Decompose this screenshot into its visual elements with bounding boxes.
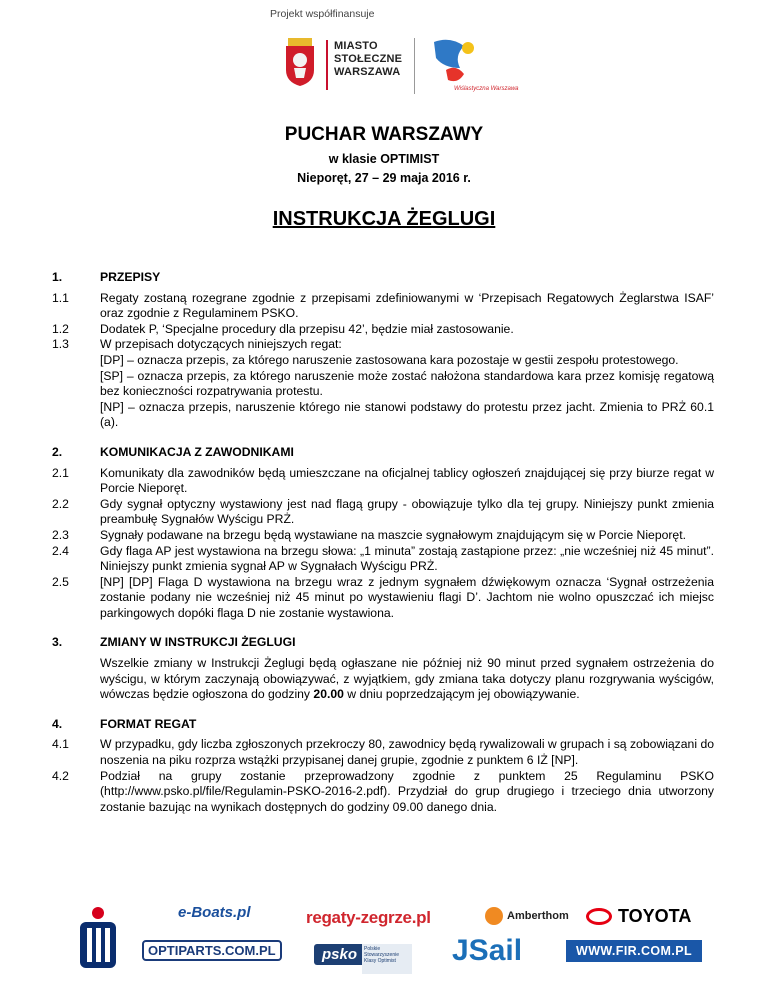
paragraph-text: w dniu poprzedzającym jej obowiązywanie. (343, 687, 580, 702)
amberthom-sun-icon (485, 907, 503, 925)
event-class: w klasie OPTIMIST (328, 152, 440, 166)
psko-logo-subtitle: Polskie Stowarzyszenie Klasy Optimist (362, 944, 412, 974)
clause (52, 497, 714, 528)
clause (52, 528, 714, 544)
clause-text: [DP] – oznacza przepis, za którego naruszenie zastosowana kara pozostaje w gestii zespołu protestowego. (100, 352, 679, 367)
clause-number: 2.2 (52, 496, 69, 511)
psko-logo: psko (314, 944, 365, 965)
clause (52, 737, 714, 768)
clause-number: 2.3 (52, 527, 69, 542)
section-body (52, 291, 714, 431)
toyota-name: TOYOTA (618, 906, 692, 926)
pko-logo-icon (78, 906, 118, 970)
section-heading (52, 270, 714, 286)
clause-text: [NP] – oznacza przepis, naruszenie którego nie stanowi podstawy do protestu przez jacht. Zmienia to PRŻ 60.1 (a). (100, 399, 714, 430)
warsaw-crest-icon (282, 36, 318, 88)
optiparts-logo: OPTIPARTS.COM.PL (142, 940, 282, 961)
eboats-logo: e-Boats.pl (178, 904, 251, 921)
clause-text: [NP] [DP] Flaga D wystawiona na brzegu wraz z jednym sygnałem dźwiękowym oznacza ‘Sygnał ostrzeżenia zostanie podany nie wcześniej niż 45 minut po wystawieniu flagi D’. Jachtom nie wolno opuszczać ich miejsc parkingowych dopóki flaga D nie zostanie wystawiona. (100, 574, 714, 620)
section-paragraph (100, 656, 714, 703)
clause-text: Sygnały podawane na brzegu będą wystawiane na maszcie sygnałowym znajdującym się w Porcie Nieporęt. (100, 527, 686, 542)
clause-number: 4.1 (52, 737, 69, 752)
clause-number (52, 369, 100, 400)
section-title: ZMIANY W INSTRUKCJI ŻEGLUGI (100, 635, 296, 650)
section-heading (52, 635, 714, 651)
clause-text: W przepisach dotyczących niniejszych regat: (100, 337, 342, 352)
section-number: 1. (52, 270, 63, 284)
section-heading (52, 717, 714, 733)
section-body (52, 737, 714, 815)
section-title: KOMUNIKACJA Z ZAWODNIKAMI (100, 444, 294, 459)
section-number: 2. (52, 444, 63, 459)
clause (52, 400, 714, 431)
clause-number (52, 400, 100, 431)
event-date: Nieporęt, 27 – 29 maja 2016 r. (297, 171, 471, 185)
clause-number: 2.5 (52, 574, 69, 589)
section-number: 4. (52, 716, 63, 731)
clause (52, 337, 714, 353)
clause (52, 291, 714, 322)
document-title: INSTRUKCJA ŻEGLUGI (272, 208, 496, 230)
clause (52, 353, 714, 369)
city-name-line-1: MIASTO (334, 40, 378, 52)
section-body (52, 466, 714, 622)
clause (52, 466, 714, 497)
logo-separator (414, 38, 415, 94)
city-name-line-3: WARSZAWA (334, 66, 401, 78)
clause-number (52, 353, 100, 369)
event-title: PUCHAR WARSZAWY (284, 124, 484, 145)
clause (52, 769, 714, 816)
amberthom-name: Amberthom (507, 910, 569, 922)
clause-text: W przypadku, gdy liczba zgłoszonych przekroczy 80, zawodnicy będą rywalizowali w grupach i są zobowiązani do noszenia na piku rozprza wstążki przypisanej danej grupie, zgodnie z punktem 6 IŻ [NP]. (100, 737, 714, 768)
warsaw-city-logo (282, 36, 402, 96)
section-heading (52, 445, 714, 461)
city-name-line-2: STOŁECZNE (334, 53, 403, 65)
toyota-emblem-icon (586, 908, 612, 925)
section-number: 3. (52, 635, 63, 650)
clause (52, 369, 714, 400)
clause-text: [SP] – oznacza przepis, za którego naruszenie może zostać nałożona standardowa kara przez komisję regatową bez konieczności rozpatrywania protestu. (100, 368, 714, 399)
clause-number: 1.3 (52, 337, 69, 352)
regaty-zegrze-logo: regaty-zegrze.pl (306, 908, 431, 927)
clause-text: Gdy flaga AP jest wystawiona na brzegu słowa: „1 minuta” zostają zastąpione przez: „nie wcześniej niż 45 minut”. Niniejszy punkt zmienia sygnał AP w Sygnałach Wyścigu PRŻ. (100, 543, 714, 574)
section-title: PRZEPISY (100, 270, 161, 284)
city-logo-divider (326, 40, 328, 90)
document-body (52, 270, 714, 815)
clause-number: 1.1 (52, 290, 69, 305)
city-name (334, 40, 402, 79)
jsail-logo: JSail (452, 934, 523, 967)
clause-text: Regaty zostaną rozegrane zgodnie z przepisami zdefiniowanymi w ‘Przepisach Regatowych Żeglarstwa ISAF’ oraz zgodnie z Regulaminem PSKO. (100, 290, 714, 321)
clause (52, 322, 714, 338)
clause-number: 2.4 (52, 543, 69, 558)
deadline-time: 20.00 (313, 687, 344, 702)
clause (52, 544, 714, 575)
campaign-logo-text: Wiślastyczna Warszawa (454, 86, 519, 92)
clause-text: Podział na grupy zostanie przeprowadzony zgodnie z punktem 25 Regulaminu PSKO (http://www.psko.pl/file/Regulamin-PSKO-2016-2.pdf). Przydział do grup drugiego i trzeciego dnia utworzony zostanie bazując na wynikach dostępnych do godziny 09.00 danego dnia. (100, 768, 714, 814)
toyota-logo (586, 906, 691, 927)
cofinance-label: Projekt współfinansuje (270, 8, 375, 20)
clause (52, 575, 714, 622)
clause-text: Gdy sygnał optyczny wystawiony jest nad flagą grupy - obowiązuje tylko dla tej grupy. Niniejszy punkt zmienia preambułę Sygnałów Wyścigu PRŻ. (100, 496, 714, 527)
city-campaign-logo (424, 34, 519, 96)
clause-number: 4.2 (52, 768, 69, 783)
clause-number: 1.2 (52, 321, 69, 336)
section-title: FORMAT REGAT (100, 716, 197, 731)
fir-logo: WWW.FIR.COM.PL (566, 940, 702, 962)
clause-text: Dodatek P, ‘Specjalne procedury dla przepisu 42’, będzie miał zastosowanie. (100, 321, 514, 336)
paragraph-text: Wszelkie zmiany w Instrukcji Żeglugi będą ogłaszane nie później niż 90 minut przed sygnałem ostrzeżenia do wyścigu, w którym zaczynają obowiązywać, z wyjątkiem, gdy zmiana taka dotyczy planu rozgrywania wyścigów, wówczas będzie ogłoszona do godziny (100, 656, 714, 702)
clause-text: Komunikaty dla zawodników będą umieszczane na oficjalnej tablicy ogłoszeń znajdującej się przy biurze regat w Porcie Nieporęt. (100, 465, 714, 496)
amberthom-logo (485, 907, 569, 925)
clause-number: 2.1 (52, 465, 69, 480)
